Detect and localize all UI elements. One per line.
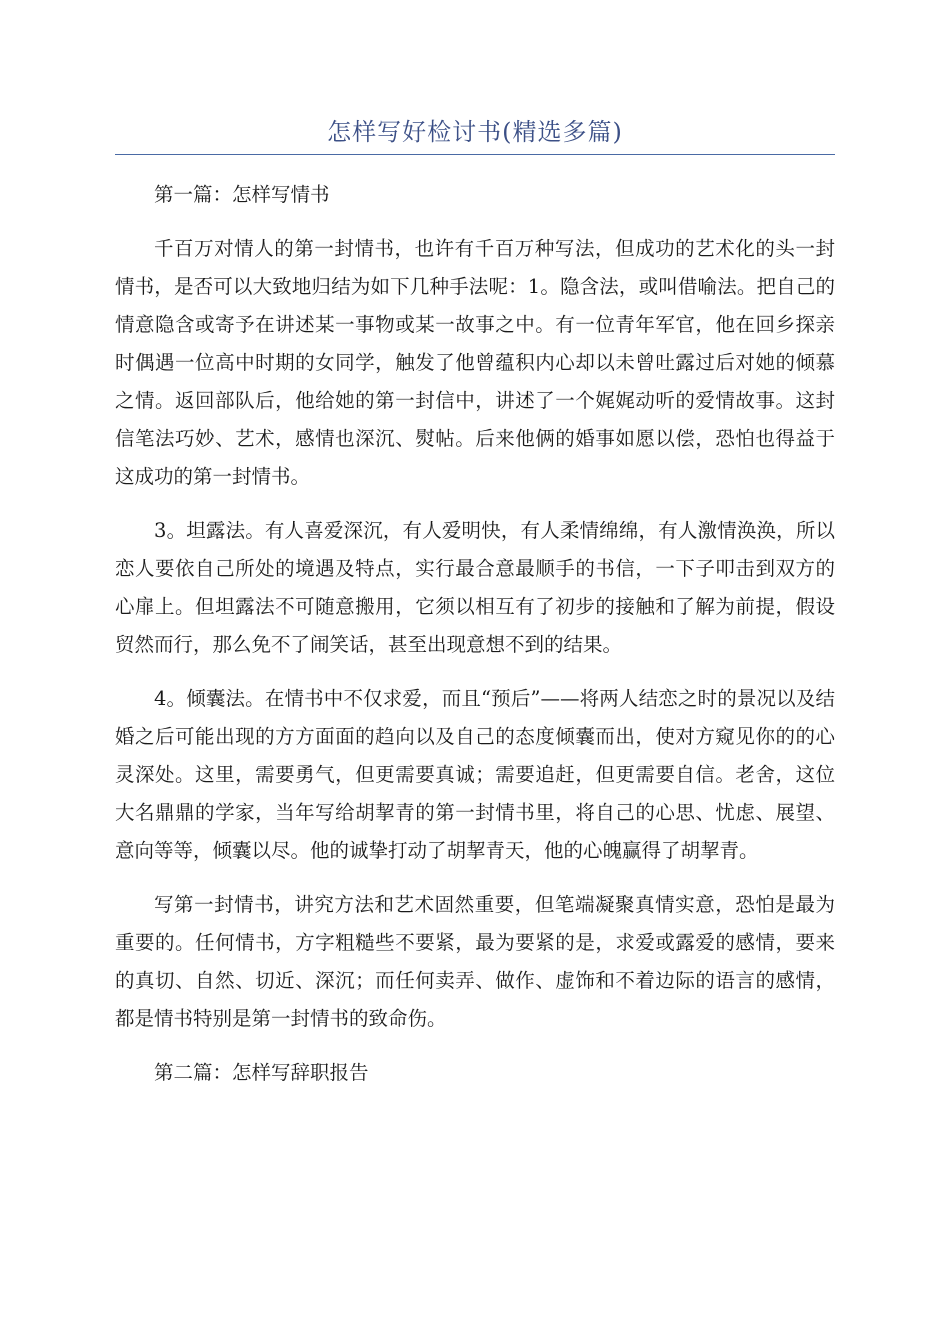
title-underline [115,154,835,155]
paragraph-4: 写第一封情书，讲究方法和艺术固然重要，但笔端凝聚真情实意，恐怕是最为重要的。任何情书，方字粗糙些不要紧，最为要紧的是，求爱或露爱的感情，要来的真切、自然、切近、深沉；而任何卖弄、做作、虚饰和不着边际的语言的感情，都是情书特别是第一封情书的致命伤。 [115,893,835,1030]
section-heading-1: 第一篇：怎样写情书 [154,183,330,206]
document-title: 怎样写好检讨书(精选多篇) [327,118,623,146]
section-heading-2: 第二篇：怎样写辞职报告 [154,1061,369,1084]
document-body [115,176,835,1108]
paragraph-3: 4。倾囊法。在情书中不仅求爱，而且“预后”——将两人结恋之时的景况以及结婚之后可能出现的方方面面的趋向以及自己的态度倾囊而出，使对方窥见你的的心灵深处。这里，需要勇气，但更需要真诚；需要追赶，但更需要自信。老舍，这位大名鼎鼎的学家，当年写给胡挈青的第一封情书里，将自己的心思、忧虑、展望、意向等等，倾囊以尽。他的诚挚打动了胡挈青天，他的心魄赢得了胡挈青。 [115,687,835,862]
paragraph-1: 千百万对情人的第一封情书，也许有千百万种写法，但成功的艺术化的头一封情书，是否可以大致地归结为如下几种手法呢：1。隐含法，或叫借喻法。把自己的情意隐含或寄予在讲述某一事物或某一故事之中。有一位青年军官，他在回乡探亲时偶遇一位高中时期的女同学，触发了他曾蕴积内心却以未曾吐露过后对她的倾慕之情。返回部队后，他给她的第一封信中，讲述了一个娓娓动听的爱情故事。这封信笔法巧妙、艺术，感情也深沉、熨帖。后来他俩的婚事如愿以偿，恐怕也得益于这成功的第一封情书。 [115,237,835,488]
paragraph-2: 3。坦露法。有人喜爱深沉，有人爱明快，有人柔情绵绵，有人激情涣涣，所以恋人要依自己所处的境遇及特点，实行最合意最顺手的书信，一下子叩击到双方的心扉上。但坦露法不可随意搬用，它须以相互有了初步的接触和了解为前提，假设贸然而行，那么免不了闹笑话，甚至出现意想不到的结果。 [115,519,835,656]
